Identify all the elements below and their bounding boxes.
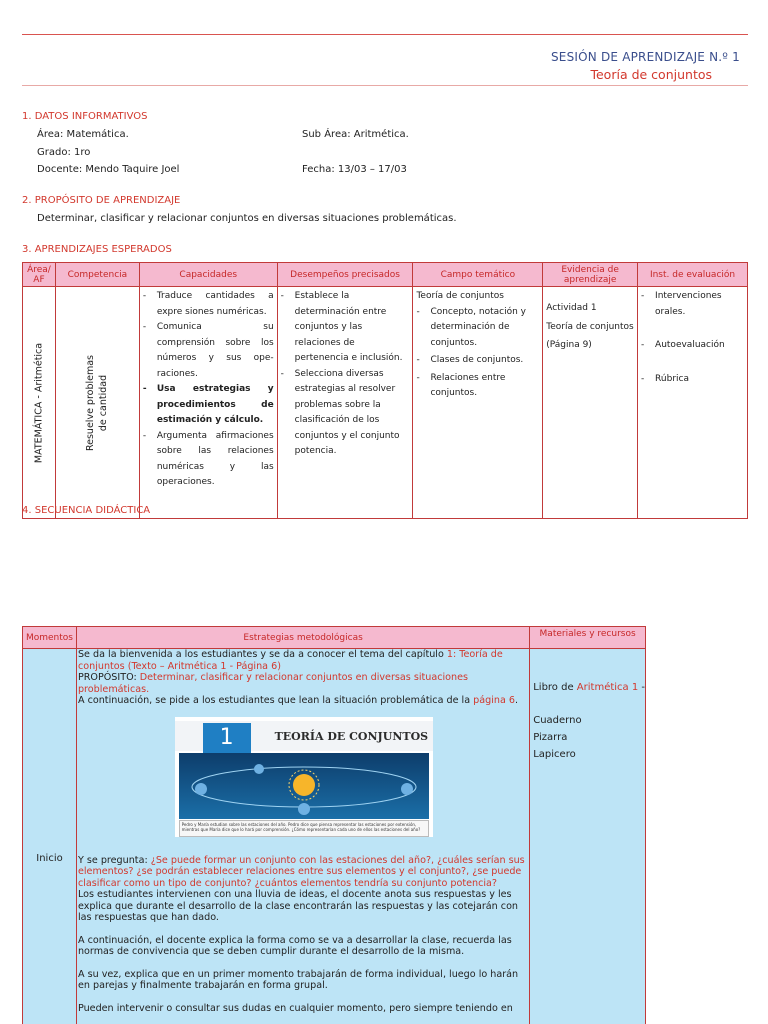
strategy-paragraph (78, 672, 529, 695)
strategy-paragraph (78, 855, 529, 890)
section-heading-datos: 1. DATOS INFORMATIVOS (22, 111, 148, 122)
moment-inicio (23, 649, 77, 1024)
moment-label: Inicio (36, 853, 63, 864)
proposito-label: PROPÓSITO: (77, 672, 140, 683)
guiding-questions: ¿Se puede formar un conjunto con las estaciones del año?, ¿cuáles serían sus elementos? ¿se podrán establecer relaciones entre sus elementos y el conjunto?, ¿se puede clasificar como un tipo de conjunto? ¿cuántos elementos tendría su conjunto potencia? (77, 854, 525, 889)
strategy-text: Se da la bienvenida a los estudiantes y se da a conocer el tema del capítulo (77, 649, 447, 660)
instrumento-item: - Autoevaluación (641, 338, 744, 354)
chapter-number: 1 (219, 724, 234, 750)
material-text: - (638, 682, 646, 693)
textbook-caption: Pedro y María estudian sobre las estaciones del año. Pedro dice que piensa representar las estaciones por extensión, mientras que María dice que lo hará por comprensión. ¿Cómo representarían cada uno de ellos las estaciones del año? (179, 820, 429, 837)
strategy-paragraph: Pueden intervenir o consultar sus dudas en cualquier momento, pero siempre teniendo en (77, 1002, 513, 1014)
cell-instrumentos (638, 287, 748, 519)
competencia-vertical-label: Resuelve problemas de cantidad (85, 354, 110, 451)
secuencia-table (22, 626, 646, 1024)
proposito-red-text: Determinar, clasificar y relacionar conjuntos en diversas situaciones problemáticas. (77, 672, 468, 695)
col-header-instrumentos: Inst. de evaluación (638, 263, 748, 287)
desempeno-item: - Establece la determinación entre conjuntos y las relaciones de pertenencia e inclusión. (281, 289, 410, 367)
cell-capacidades (139, 287, 277, 519)
cell-desempenos (277, 287, 413, 519)
capacidad-item: - Traduce cantidades a expre siones numéricas. (143, 289, 274, 320)
strategy-paragraph (78, 649, 529, 672)
col-header-capacidades: Capacidades (139, 263, 277, 287)
area-vertical-label: MATEMÁTICA - Aritmética (33, 342, 45, 463)
secuencia-body-row (23, 649, 646, 1024)
material-item: Lapicero (533, 749, 576, 760)
strategy-paragraph: Los estudiantes intervienen con una lluvia de ideas, el docente anota sus respuestas y les explica que durante el desarrollo de la clase encontrarán las respuestas y las cotejarán con las respuestas que han dado. (77, 889, 519, 923)
cell-campo (413, 287, 543, 519)
col-header-campo: Campo temático (413, 263, 543, 287)
cell-evidencia (543, 287, 638, 519)
chapter-badge (203, 723, 251, 753)
chapter-link-text: 1: Teoría de conjuntos (77, 649, 503, 672)
strategies-cell (76, 649, 529, 1024)
col-header-desempenos: Desempeños precisados (277, 263, 413, 287)
area-field: Área: Matemática. (37, 129, 129, 140)
grado-field: Grado: 1ro (37, 147, 91, 158)
top-rule (22, 34, 748, 35)
col-header-competencia: Competencia (55, 263, 139, 287)
section-heading-aprendizajes: 3. APRENDIZAJES ESPERADOS (22, 244, 172, 255)
strategy-paragraph (78, 695, 529, 707)
cell-area (23, 287, 56, 519)
fecha-field: Fecha: 13/03 – 17/03 (302, 164, 407, 175)
subarea-field: Sub Área: Aritmética. (302, 129, 409, 140)
instrumento-item: - Intervenciones orales. (641, 289, 744, 320)
col-header-materiales: Materiales y recursos (530, 627, 646, 649)
session-title: SESIÓN DE APRENDIZAJE N.º 1 (550, 50, 740, 64)
material-item: Pizarra (533, 732, 568, 743)
section-heading-secuencia: 4. SECUENCIA DIDÁCTICA (22, 505, 151, 516)
chapter-reference: (Texto – Aritmética 1 - Página 6) (124, 660, 281, 672)
strategy-paragraph: A continuación, el docente explica la forma como se va a desarrollar la clase, recuerda las normas de convivencia que se deben cumplir durante el desarrollo de la misma. (77, 934, 512, 957)
section-heading-proposito: 2. PROPÓSITO DE APRENDIZAJE (22, 195, 181, 206)
capacidad-item: - Argumenta afirmaciones sobre las relaciones numéricas y las operaciones. (143, 429, 274, 491)
strategy-text: Y se pregunta: (77, 854, 151, 866)
campo-item: - Concepto, notación y determinación de conjuntos. (416, 305, 539, 352)
evidencia-line: (Página 9) (546, 340, 592, 350)
evidencia-line: Actividad 1 (546, 303, 597, 313)
material-item (533, 679, 645, 696)
textbook-header (175, 721, 433, 751)
evidencia-line: Teoría de conjuntos (546, 321, 634, 332)
aprendizajes-header-row (23, 263, 748, 287)
desempeno-item: - Selecciona diversas estrategias al resolver problemas sobre la clasificación de los conjuntos y el conjunto potencia. (281, 367, 410, 460)
textbook-title: TEORÍA DE CONJUNTOS (274, 729, 429, 743)
material-text: Libro de (533, 682, 577, 693)
col-header-evidencia: Evidencia de aprendizaje (543, 263, 638, 287)
session-subtitle: Teoría de conjuntos (590, 67, 712, 82)
orbit-icon (179, 753, 429, 819)
campo-item: - Clases de conjuntos. (416, 353, 539, 369)
material-book-name: Aritmética 1 (576, 682, 639, 693)
col-header-estrategias: Estrategias metodológicas (76, 627, 529, 649)
col-header-area: Área/ AF (23, 263, 56, 287)
materials-cell (530, 649, 646, 1024)
aprendizajes-table (22, 262, 748, 519)
capacidad-item: - Usa estrategias y procedimientos de estimación y cálculo. (143, 382, 274, 429)
strategy-text: . (515, 695, 519, 706)
col-header-momentos: Momentos (23, 627, 77, 649)
secuencia-header-row (23, 627, 646, 649)
aprendizajes-body-row (23, 287, 748, 519)
textbook-image (175, 717, 433, 837)
proposito-text: Determinar, clasificar y relacionar conjuntos en diversas situaciones problemáticas. (37, 213, 457, 224)
strategy-text: A continuación, se pide a los estudiantes que lean la situación problemática de la (77, 695, 474, 706)
capacidad-item: - Comunica su comprensión sobre los números y sus ope- raciones. (143, 320, 274, 382)
cell-competencia (55, 287, 139, 519)
material-item: Cuaderno (533, 715, 582, 726)
instrumento-item: - Rúbrica (641, 372, 744, 388)
page-reference: página 6 (473, 695, 515, 706)
header-divider (22, 85, 748, 86)
seasons-orbit-illustration (179, 753, 429, 819)
campo-title: Teoría de conjuntos (416, 291, 504, 301)
docente-field: Docente: Mendo Taquire Joel (37, 164, 180, 175)
campo-item: - Relaciones entre conjuntos. (416, 371, 539, 402)
strategy-paragraph: A su vez, explica que en un primer momento trabajarán de forma individual, luego lo harán en parejas y finalmente trabajarán en forma grupal. (77, 968, 519, 991)
